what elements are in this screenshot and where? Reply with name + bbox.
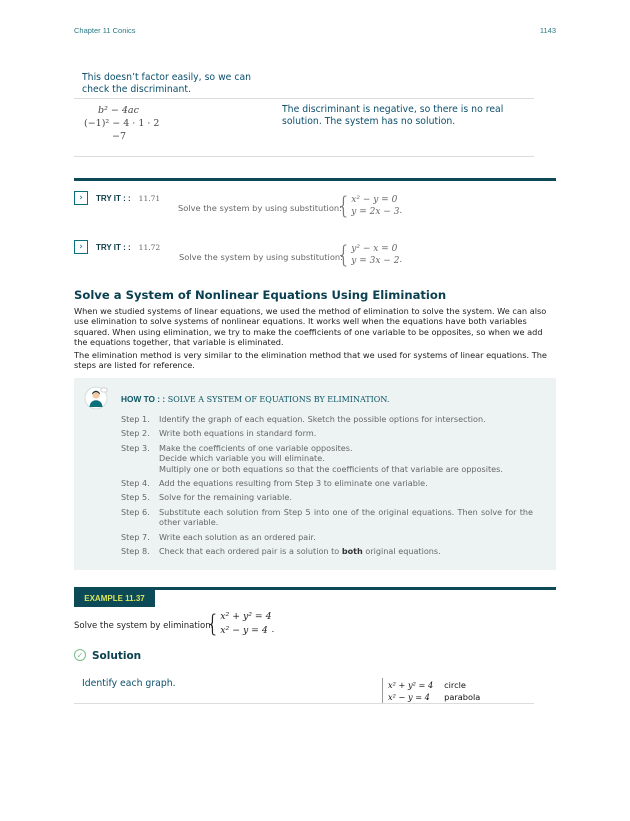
step-text: Write both equations in standard form. <box>159 428 317 439</box>
equation: y = 2x − 3 <box>351 207 400 217</box>
how-to-label: HOW TO : : <box>121 394 166 404</box>
step-line: Decide which variable you will eliminate. <box>159 453 325 464</box>
equation: y = 3x − 2 <box>351 256 400 266</box>
step-line: Make the coefficients of one variable opposites. <box>159 442 353 453</box>
equation: x² + y² = 4 <box>220 611 272 622</box>
chapter-header: Chapter 11 Conics <box>74 26 136 35</box>
discriminant-formula: b² − 4ac <box>98 105 139 116</box>
step-row <box>121 414 533 424</box>
equation: x² − y = 4 <box>220 625 268 636</box>
try-it-system <box>336 194 402 218</box>
try-it-11-72 <box>74 240 160 254</box>
try-it-system <box>336 243 402 267</box>
example-tab: EXAMPLE 11.37 <box>74 589 155 607</box>
step-text: Substitute each solution from Step 5 into one of the original equations. Then solve for the other variable. <box>159 506 533 528</box>
step-text: Solve for the remaining variable. <box>159 492 292 503</box>
step-label: Step 3. <box>121 442 150 453</box>
discriminant-substitution: (−1)² − 4 · 1 · 2 <box>84 118 160 129</box>
step-text <box>159 443 533 474</box>
step-row <box>121 478 533 488</box>
step-text: Add the equations resulting from Step 3 to eliminate one variable. <box>159 478 428 489</box>
step-label: Step 1. <box>121 414 150 424</box>
try-it-divider <box>74 178 556 181</box>
brace-icon: { <box>336 192 352 220</box>
step-row <box>121 492 533 502</box>
equation: x² − y = 0 <box>351 195 398 205</box>
section-title: Solve a System of Nonlinear Equations Using Elimination <box>74 288 447 302</box>
discriminant-conclusion: The discriminant is negative, so there is no real solution. The system has no solution. <box>282 104 504 127</box>
teacher-avatar-icon <box>84 386 108 410</box>
how-to-heading: SOLVE A SYSTEM OF EQUATIONS BY ELIMINATION. <box>167 395 390 404</box>
graph-equation: x² − y = 4 <box>388 692 430 702</box>
equation-system <box>220 610 271 638</box>
check-circle-icon: ✓ <box>74 649 86 661</box>
step-row <box>121 532 533 542</box>
table-row <box>388 680 489 690</box>
try-it-number: 11.71 <box>138 193 161 203</box>
step-row <box>121 428 533 438</box>
try-it-prompt: Solve the system by using substitution: <box>179 252 343 262</box>
try-it-11-71 <box>74 191 160 205</box>
divider <box>74 156 534 157</box>
section-paragraph-2: The elimination method is very similar to the elimination method that we used for systems of linear equations. The steps are listed for reference. <box>74 350 547 371</box>
section-paragraph-1: When we studied systems of linear equations, we used the method of elimination to solve the system. We can also use elimination to solve systems of nonlinear equations. It works well when the equations have both variables squared. When using elimination, we try to make the coefficients of one variable to be opposites, so when we add the equations together, that variable is eliminated. <box>74 306 547 347</box>
discriminant-note: This doesn’t factor easily, so we can check the discriminant. <box>82 72 252 95</box>
graph-type: circle <box>444 680 466 690</box>
period: . <box>271 625 275 635</box>
step-text-bold: both <box>341 546 363 557</box>
graph-table <box>382 678 491 704</box>
step-text-end: original equations. <box>362 546 441 557</box>
try-it-number: 11.72 <box>138 242 161 252</box>
step-line: Multiply one or both equations so that the coefficients of that variable are opposites. <box>159 463 503 474</box>
identify-text: Identify each graph. <box>82 678 176 689</box>
step-label: Step 5. <box>121 492 150 503</box>
step-label: Step 2. <box>121 428 150 439</box>
how-to-steps <box>121 414 533 560</box>
equation-system <box>351 194 399 218</box>
step-row <box>121 443 533 474</box>
table-row <box>388 692 489 702</box>
how-to-title <box>121 394 389 404</box>
step-label: Step 7. <box>121 531 150 542</box>
step-text <box>159 546 533 556</box>
brace-icon: { <box>336 241 352 269</box>
expand-icon[interactable]: › <box>74 191 88 205</box>
graph-type: parabola <box>444 692 481 702</box>
divider <box>74 703 534 704</box>
brace-icon: { <box>205 610 221 638</box>
discriminant-math <box>84 104 159 143</box>
step-row <box>121 507 533 528</box>
step-row <box>121 546 533 556</box>
equation: y² − x = 0 <box>351 244 398 254</box>
page-number: 1143 <box>539 26 556 35</box>
step-text: Identify the graph of each equation. Sketch the possible options for intersection. <box>159 414 486 424</box>
period: . <box>399 255 403 265</box>
example-system <box>205 610 274 638</box>
divider <box>74 98 534 99</box>
step-label: Step 4. <box>121 478 150 489</box>
solution-title: Solution <box>92 650 142 662</box>
try-it-prompt: Solve the system by using substitution: <box>178 203 342 213</box>
equation-system <box>351 243 399 267</box>
example-prompt: Solve the system by elimination: <box>74 621 214 631</box>
expand-icon[interactable]: › <box>74 240 88 254</box>
step-text-start: Check that each ordered pair is a solution to <box>159 546 342 557</box>
step-text: Write each solution as an ordered pair. <box>159 531 316 542</box>
discriminant-result: −7 <box>112 131 127 142</box>
period: . <box>399 206 403 216</box>
step-label: Step 8. <box>121 546 150 557</box>
graph-equation: x² + y² = 4 <box>388 680 434 690</box>
try-it-label: TRY IT : : <box>96 242 131 252</box>
step-label: Step 6. <box>121 506 150 517</box>
try-it-label: TRY IT : : <box>96 193 131 203</box>
